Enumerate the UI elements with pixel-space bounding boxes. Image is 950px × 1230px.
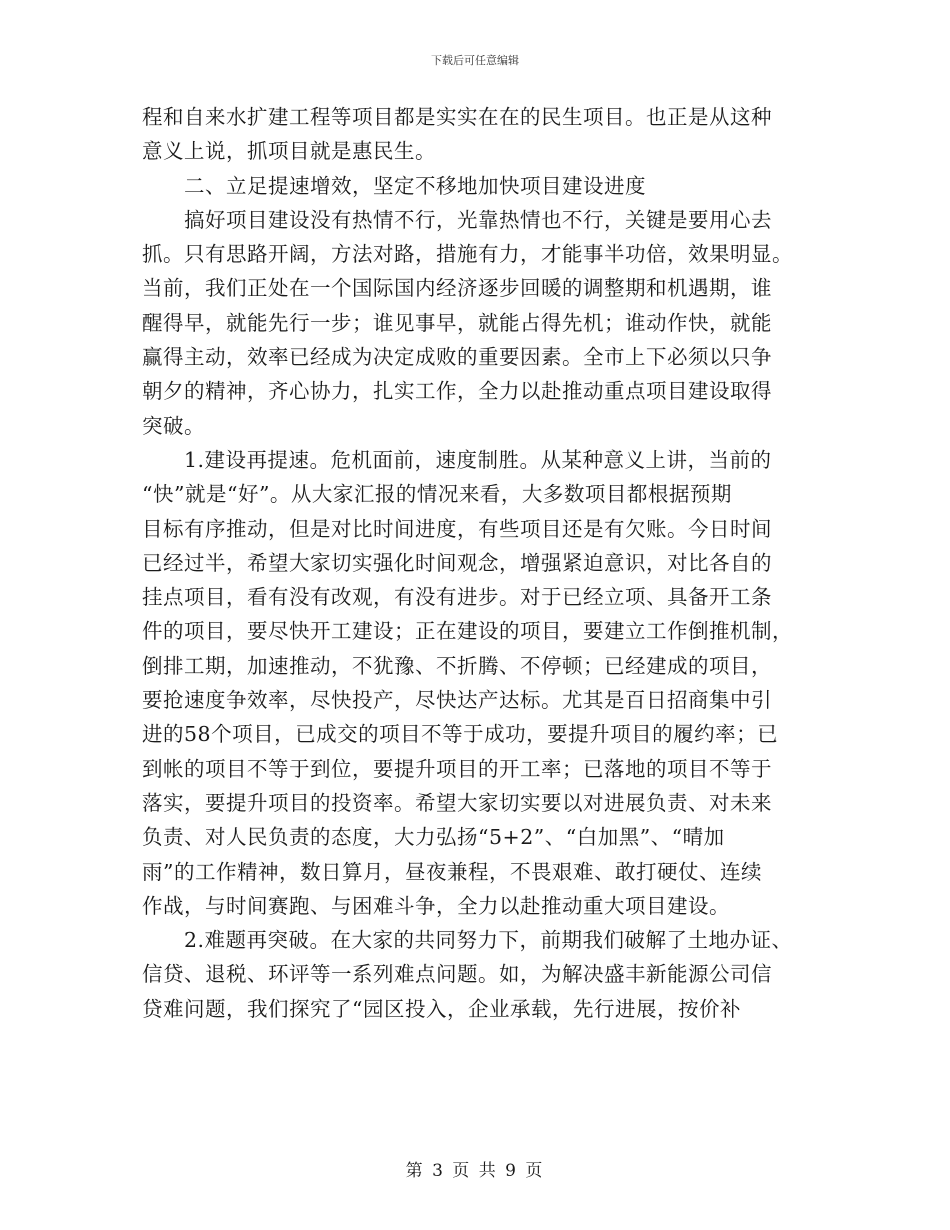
text-line: 搞好项目建设没有热情不行，光靠热情也不行，关键是要用心去 [184, 207, 772, 232]
text-line: 挂点项目，看有没有改观，有没有进步。对于已经立项、具备开工条 [142, 585, 772, 610]
text-line: 目标有序推动，但是对比时间进度，有些项目还是有欠账。今日时间 [142, 516, 772, 541]
text-line: 要抢速度争效率，尽快投产，尽快达产达标。尤其是百日招商集中引 [142, 688, 772, 713]
text-line: 意义上说，抓项目就是惠民生。 [142, 139, 436, 164]
text-line: 雨”的工作精神，数日算月，昼夜兼程，不畏艰难、敢打硬仗、连续 [142, 859, 762, 884]
text-line: 进的58个项目，已成交的项目不等于成功，要提升项目的履约率；已 [142, 722, 779, 747]
text-line: 信贷、退税、环评等一系列难点问题。如，为解决盛丰新能源公司信 [142, 962, 772, 987]
text-line: 赢得主动，效率已经成为决定成败的重要因素。全市上下必须以只争 [142, 345, 772, 370]
text-line: 落实，要提升项目的投资率。希望大家切实要以对进展负责、对未来 [142, 790, 772, 815]
text-line: 醒得早，就能先行一步；谁见事早，就能占得先机；谁动作快，就能 [142, 310, 772, 335]
page-header-note: 下载后可任意编辑 [431, 54, 519, 67]
text-line: 贷难问题，我们探究了“园区投入，企业承载，先行进展，按价补 [142, 996, 741, 1021]
text-line: “快”就是“好”。从大家汇报的情况来看，大多数项目都根据预期 [142, 482, 732, 507]
text-line: 到帐的项目不等于到位，要提升项目的开工率；已落地的项目不等于 [142, 756, 772, 781]
document-body [142, 100, 810, 1026]
text-line: 件的项目，要尽快开工建设；正在建设的项目，要建立工作倒推机制， [142, 619, 793, 644]
text-line: 2.难题再突破。在大家的共同努力下，前期我们破解了土地办证、 [184, 928, 793, 953]
text-line: 作战，与时间赛跑、与困难斗争，全力以赴推动重大项目建设。 [142, 893, 730, 918]
text-line: 倒排工期，加速推动，不犹豫、不折腾、不停顿；已经建成的项目， [142, 653, 772, 678]
page-number: 第 3 页 共 9 页 [405, 1161, 545, 1181]
text-line: 1.建设再提速。危机面前，速度制胜。从某种意义上讲，当前的 [184, 447, 772, 472]
text-line: 二、立足提速增效，坚定不移地加快项目建设进度 [184, 173, 646, 198]
text-line: 朝夕的精神，齐心协力，扎实工作，全力以赴推动重点项目建设取得 [142, 379, 772, 404]
text-line: 负责、对人民负责的态度，大力弘扬“5+2”、“白加黑”、“晴加 [142, 825, 725, 850]
text-line: 突破。 [142, 413, 205, 438]
text-line: 当前，我们正处在一个国际国内经济逐步回暖的调整期和机遇期，谁 [142, 276, 772, 301]
text-line: 已经过半，希望大家切实强化时间观念，增强紧迫意识，对比各自的 [142, 550, 772, 575]
text-line: 抓。只有思路开阔，方法对路，措施有力，才能事半功倍，效果明显。 [142, 242, 793, 267]
text-line: 程和自来水扩建工程等项目都是实实在在的民生项目。也正是从这种 [142, 105, 772, 129]
